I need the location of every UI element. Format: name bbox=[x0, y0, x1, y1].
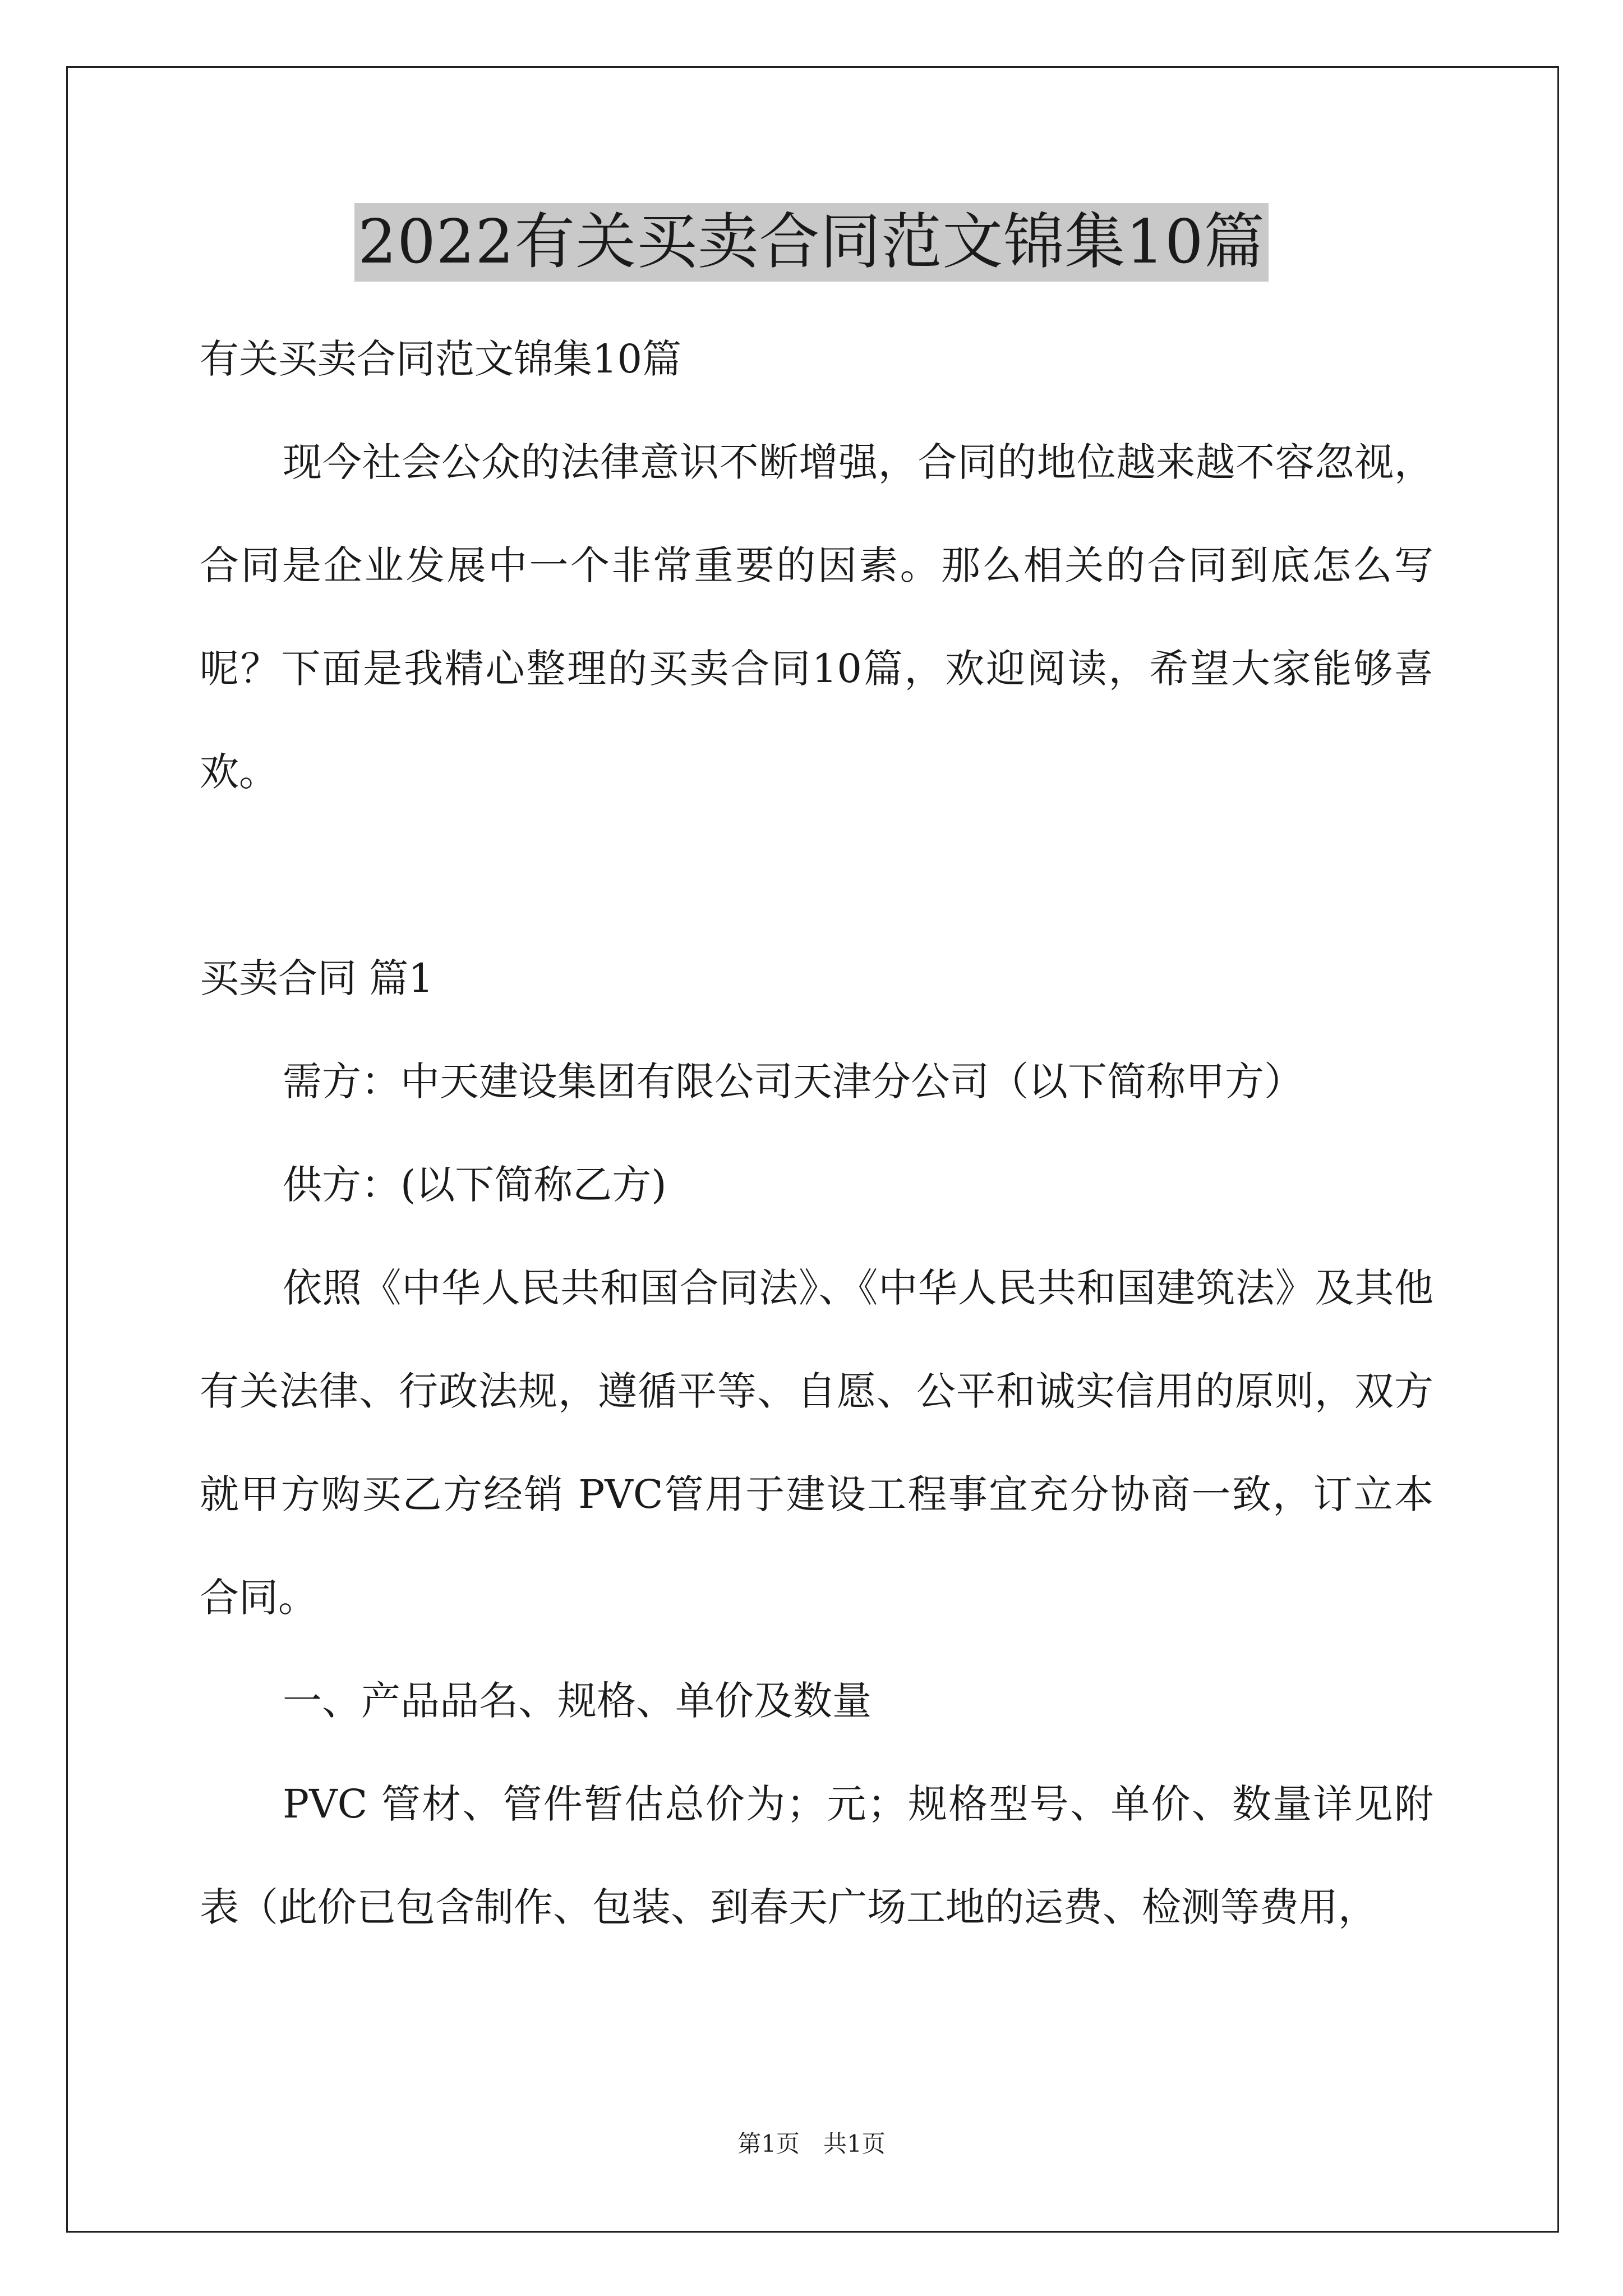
legal-basis-paragraph: 依照《中华人民共和国合同法》、《中华人民共和国建筑法》及其他有关法律、行政法规，遵循平等、自愿、公平和诚实信用的原则，双方就甲方购买乙方经销 PVC管用于建设工程事宜充分协商一致，订立本合同。 bbox=[200, 1265, 1433, 1621]
page-footer: 第1页 共1页 bbox=[737, 2130, 886, 2157]
document-subtitle: 有关买卖合同范文锦集10篇 bbox=[200, 336, 682, 382]
section-spacer bbox=[200, 823, 1433, 927]
title-container bbox=[0, 203, 1623, 282]
clause-heading: 一、产品品名、规格、单价及数量 bbox=[283, 1678, 872, 1724]
intro-paragraph: 现今社会公众的法律意识不断增强，合同的地位越来越不容忽视，合同是企业发展中一个非常重要的因素。那么相关的合同到底怎么写呢？下面是我精心整理的买卖合同10篇，欢迎阅读，希望大家能够喜欢。 bbox=[200, 439, 1433, 795]
document-title: 2022有关买卖合同范文锦集10篇 bbox=[354, 203, 1268, 282]
seller-paragraph: 供方：(以下简称乙方) bbox=[283, 1162, 667, 1208]
pricing-paragraph: PVC 管材、管件暂估总价为；元；规格型号、单价、数量详见附表（此价已包含制作、包装、到春天广场工地的运费、检测等费用， bbox=[200, 1781, 1433, 1930]
document-body bbox=[200, 307, 1433, 1959]
buyer-paragraph: 需方：中天建设集团有限公司天津分公司（以下简称甲方） bbox=[283, 1059, 1303, 1105]
section-heading: 买卖合同 篇1 bbox=[200, 955, 434, 1001]
